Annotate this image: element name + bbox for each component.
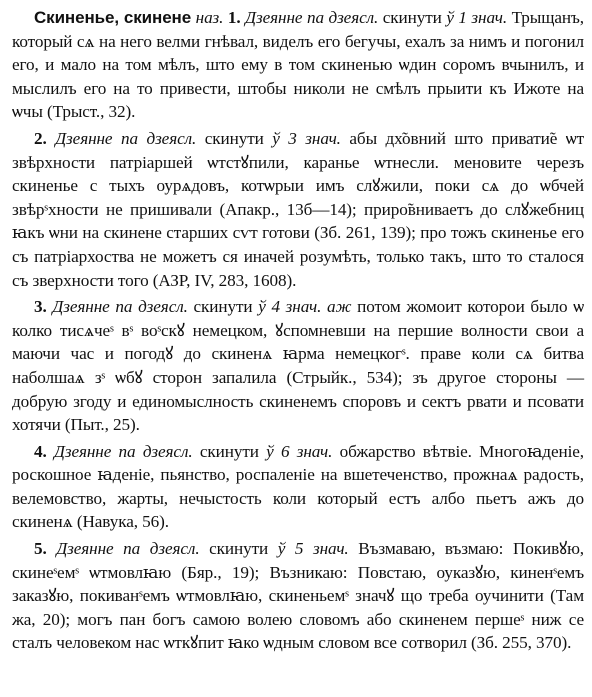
citation-text: Възмаваю, възмаю: Покивꙋю, скинеˢемˢ ѡтмовлꙗю (Бяр., 19); Възникаю: Повстаю, оуказꙋю, киненˢемъ заказꙋю, покиванˢемъ ѡтмовлꙗю, скиненьемˢ значꙋ що треба оучинити (Там жа, 20); могъ пан богъ самою волею словомъ або скиненем першеˢ ниж се сталъ человеком нас ѡткꙋпит ꙗко ѡдным словом все сотворил (Зб. 255, 370).	[12, 539, 585, 653]
definition-verb: скинути	[193, 297, 253, 317]
dictionary-entry-sense-1	[12, 6, 584, 124]
sense-number: 1.	[227, 8, 241, 27]
sense-number: 2.	[34, 128, 47, 148]
grammar-label: наз.	[195, 8, 224, 27]
sense-reference: ў 3 знач.	[272, 128, 341, 148]
sense-number: 3.	[34, 297, 47, 317]
definition-text: Дзеянне па дзеясл.	[245, 8, 379, 27]
definition-text: Дзеянне па дзеясл.	[55, 128, 197, 148]
dictionary-entry-sense-3	[12, 295, 584, 437]
definition-text: Дзеянне па дзеясл.	[56, 539, 200, 559]
definition-text: Дзеянне па дзеясл.	[52, 297, 188, 317]
citation-text: Трыщанъ, который сѧ на него велми гнѣвал, виделъ его бегучы, ехалъ за нимъ и погонил его, и мало на том мѣлъ, што ему в том скиненью ѡдин соромъ вчынилъ, и мыслилъ его на то привести, штобы николи не смѣлъ прыити къ Ижоте на ѡчы (Трыст., 32).	[12, 8, 584, 122]
definition-verb: скинути	[382, 8, 442, 27]
definition-text: Дзеянне па дзеясл.	[54, 441, 193, 461]
entry-headword: Скиненье, скинене	[34, 8, 192, 27]
sense-number: 5.	[34, 539, 47, 559]
citation-lead-word: аж	[327, 297, 352, 317]
citation-text: абы дх̃овний што привати̃е ѡт звѣрхности патріаршей ѡтстꙋпили, караньe ѡтнесли. меновите черезъ скиненье с тыхъ оурѧдовъ, котѡрыи имъ слꙋжили, поки сѧ до ѡбчей звѣрˢхности не пришивали (Апакр., 13б—14); приро̃вниваетъ до слꙋжебниц ꙗкъ ѡни на скинене старших сѵт готови (Зб. 261, 139); про тожъ скиненье его съ патріархоства не можетъ ся иначей розумѣть, только такъ, што то сталося съ зверхности того (АЗР, IV, 283, 1608).	[12, 128, 584, 290]
definition-verb: скинути	[209, 539, 269, 559]
definition-verb: скинути	[204, 128, 264, 148]
sense-reference: ў 6 знач.	[266, 441, 333, 461]
sense-number: 4.	[34, 441, 47, 461]
dictionary-entry-sense-5	[12, 537, 584, 655]
dictionary-entry-sense-4	[12, 440, 584, 534]
citation-text: обжарство вѣтвіе. Многоꙗденіе, роскошное ꙗденіе, пьянство, роспаленіе на вшетеченство, прожнаѧ радость, велемовство, жарты, нечыстость коли который естъ албо пьетъ ажъ до скиненѧ (Навука, 56).	[12, 441, 584, 532]
dictionary-entry-sense-2	[12, 127, 584, 292]
sense-reference: ў 1 знач.	[446, 8, 508, 27]
sense-reference: ў 4 знач.	[258, 297, 322, 317]
definition-verb: скинути	[199, 441, 259, 461]
citation-text: потом жомоит которои было ѡ колко тисѧчеˢ вˢ воˢскꙋ немецком, ꙋспомневши на першие волности свои а маючи час и погодꙋ до скиненѧ ꙗрма немецкогˢ. праве коли сѧ битва наболшаѧ зˢ ѡбꙋ сторон запалила (Стрыйк., 534); зъ другое стороны — добрую згоду и единомыслность скиненемъ споровъ и сектъ рвати и псовати хотячи (Пыт., 25).	[12, 297, 584, 435]
sense-reference: ў 5 знач.	[277, 539, 349, 559]
